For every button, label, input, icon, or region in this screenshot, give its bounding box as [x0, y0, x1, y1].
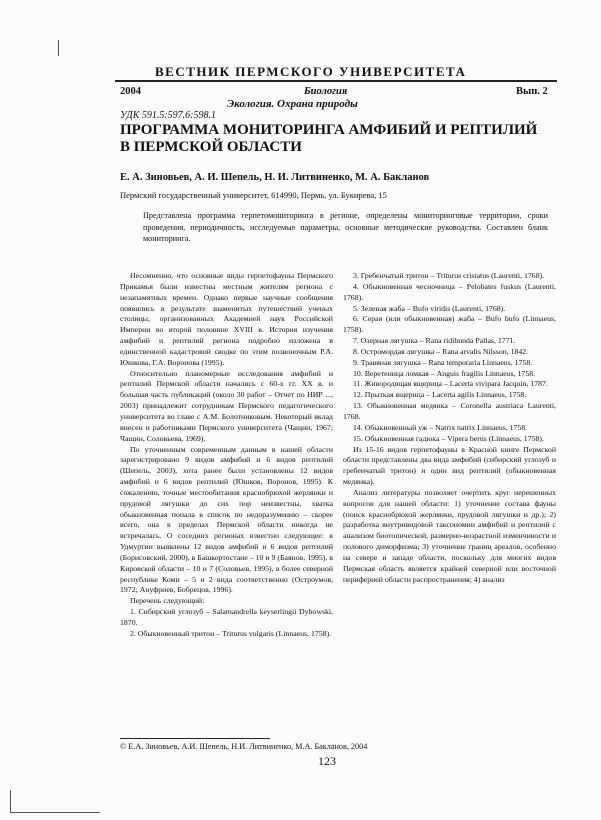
series-name: Биология [304, 86, 348, 97]
journal-title: ВЕСТНИК ПЕРМСКОГО УНИВЕРСИТЕТА [155, 64, 467, 79]
list-item: 12. Прыткая ящерица – Lacerta agilis Linnaeus, 1758. [353, 390, 527, 400]
list-item: 13. Обыкновенная медянка – Coronella austriaca Laurenti, 1768. [343, 401, 556, 421]
list-item: 4. Обыкновенная чесночница – Pelobates fuskus (Laurenti, 1768). [343, 281, 556, 302]
list-item: 7. Озерная лягушка – Rana ridibunda Pallas, 1771. [353, 336, 516, 346]
list-item: 15. Обыкновенная гадюка – Vipera berus (Linnaeus, 1758). [353, 433, 544, 443]
scan-mark [10, 790, 11, 812]
paragraph: По уточненным современным данным в нашей области зарегистрировано 9 видов амфибий и 6 видов рептилий (Шепель, 2003), хота ранее были установлены 12 видов амфибий и 6 видов рептилий (Юшков, Воронов, 1995). К сожалению, точные местообитания краснобрюхой жерлянки и прудовой лягушки до сих пор неизвестны, хваткa обыкновенная попала в список по недоразумению – скорее всего, она в пределах Пермской области никогда не встречалась. О соседних регионах известно следующее: в Удмуртии выявлены 12 видов амфибий и 6 видов рептилий (Борисовский, 2000), в Башкортостане – 10 и 9 (Баянов, 1995), в Кировской области – 10 и 7 (Соловьев, 1995), в более северной республике Коми – 5 и 2 вида соответственно (Остроумов, 1972; Ануфриев, Бобрецов, 1996). [120, 444, 333, 595]
affiliation: Пермский государственный университет, 614990, Пермь, ул. Букирева, 15 [120, 190, 387, 200]
list-item: 14. Обыкновенный уж – Natrix natrix Linnaeus, 1758. [353, 422, 528, 432]
list-item: 10. Веретеница ломкая – Anguis fragilis Linnaeus, 1758. [353, 368, 536, 378]
list-item: 9. Травяная лягушка – Rana temporaria Linnaeus, 1758. [353, 357, 533, 367]
abstract: Представлена программа герпетомониторинга в регионе, определены мониторинговые территории, сроки проведения, периодичность, исследуемые параметры, основные методические руководства. Составлен бланк мониторинга. [143, 211, 548, 244]
list-item: 8. Остромордая лягушка – Rana arvalis Nilsson, 1842. [353, 346, 529, 356]
list-item: 5. Зеленая жаба – Bufo viridis (Laurenti, 1768). [353, 303, 506, 313]
list-item: 3. Гребенчатый тритон – Triturus cristatus (Laurenti, 1768). [353, 271, 545, 280]
list-item: 11. Живородящая ящерица – Lacerta vivipara Jacquin, 1787. [353, 379, 548, 389]
copyright: © Е.А. Зиновьев, А.И. Шепель, Н.И. Литвиненко, М.А. Бакланов, 2004 [120, 742, 368, 751]
subseries-name: Экология. Охрана природы [227, 98, 358, 110]
right-column [343, 271, 556, 585]
issue-year: 2004 [120, 86, 141, 97]
article-authors: Е. А. Зиновьев, А. И. Шепель, Н. И. Литвиненко, М. А. Бакланов [120, 172, 430, 183]
list-item: 1. Сибирский углозуб – Salamandrella keyserlingii Dybowski, 1870. [120, 607, 333, 627]
paragraph: Анализ литературы позволяет очертить круг нерешенных вопросов для нашей области: 1) уточнение состава фауны (поиск краснобрюхой жерлянки, прудовой лягушки и др.); 2) разработка внутривидовой таксономии амфибий и рептилий с анализом биотопической, размерно-возрастной изменчивости и полового диморфизма; 3) уточнение границ ареалов, особенно на севере и западе области, поскольку для многих видов Пермская область является крайней северной или восточной периферией области распространения; 4) анализ [343, 487, 556, 584]
footer-rule [120, 738, 270, 739]
list-item: 2. Обыкновенный тритон – Triturus vulgaris (Linnaeus, 1758). [130, 628, 332, 638]
paragraph: Относительно планомерные исследования амфибий и рептилий Пермской области начались с 60-х гг. XX в. и большая часть публикаций (около 30 работ – Отчет по НИР ..., 2003) принадлежит сотрудникам Пермского педагогического университета во главе с А.М. Болотниковым. Некоторый вклад внесен и работниками Пермского университета (Чащин, 1967; Чащин, Соловьева, 1969). [120, 368, 333, 443]
list-item: 6. Серая (или обыкновенная) жаба – Bufo bufo (Linnaeus, 1758). [343, 314, 556, 335]
scan-mark [58, 40, 59, 56]
paragraph: Перечень следующий: [130, 596, 205, 606]
paragraph: Несомненно, что основные виды герпетофауны Пермского Прикамья были известны местным жителям региона с незапамятных времен. Однако первые научные сообщения появились в результате знаменитых путешествий ученых столицы, организованных Академией наук Российской Империи во второй половине XVIII в. История изучения амфибий и рептилий региона подробно изложена в единственной кадастровой сводке по этим позвоночным Р.А. Юшкова, Г.А. Вороновa (1995). [120, 271, 333, 367]
udc-code: УДК 591.5:597.6:598.1 [120, 110, 216, 121]
left-column [120, 271, 333, 640]
header-rule [115, 80, 557, 82]
paragraph: Из 15-16 видов герпетофауны в Красной книге Пермской области представлены два вида амфибий (сибирский углозуб и гребенчатый тритон) и один вид рептилий (обыкновенная медянка). [343, 444, 556, 487]
scan-mark [10, 812, 100, 813]
page-number: 123 [318, 754, 336, 768]
article-title: ПРОГРАММА МОНИТОРИНГА АМФИБИЙ И РЕПТИЛИЙ В ПЕРМСКОЙ ОБЛАСТИ [120, 122, 538, 155]
issue-number: Вып. 2 [516, 86, 548, 97]
